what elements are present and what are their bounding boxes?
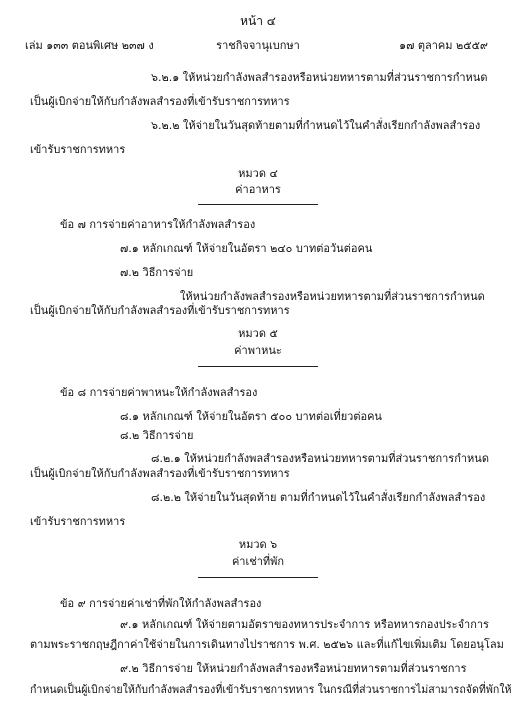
paragraph-line: ๗.๒ วิธีการจ่าย — [120, 266, 194, 279]
paragraph-line: เป็นผู้เบิกจ่ายให้กับกำลังพลสำรองที่เข้ารับราชการทหาร — [30, 467, 290, 480]
section-heading: หมวด ๕ — [238, 327, 278, 340]
section-divider — [198, 366, 318, 367]
publication-date: ๑๗ ตุลาคม ๒๕๕๙ — [399, 39, 488, 52]
paragraph-line: เข้ารับราชการทหาร — [30, 515, 126, 528]
paragraph-line: ๘.๒.๑ ให้หน่วยกำลังพลสำรองหรือหน่วยทหารตามที่ส่วนราชการกำหนด — [151, 452, 489, 465]
paragraph-line: เข้ารับราชการทหาร — [30, 143, 126, 156]
paragraph-line: ๖.๒.๒ ให้จ่ายในวันสุดท้ายตามที่กำหนดไว้ในคำสั่งเรียกกำลังพลสำรอง — [151, 119, 481, 132]
section-subheading: ค่าพาหนะ — [234, 344, 282, 357]
publication-name: ราชกิจจานุเบกษา — [216, 39, 300, 52]
section-subheading: ค่าเช่าที่พัก — [231, 555, 285, 568]
section-heading: หมวด ๔ — [238, 167, 278, 180]
section-heading: หมวด ๖ — [238, 538, 278, 551]
section-divider — [198, 577, 318, 578]
paragraph-line: กำหนดเป็นผู้เบิกจ่ายให้กับกำลังพลสำรองที่เข้ารับราชการทหาร ในกรณีที่ส่วนราชการไม่สามารถจัดที่พักให้ — [30, 683, 512, 696]
paragraph-line: ให้หน่วยกำลังพลสำรองหรือหน่วยทหารตามที่ส่วนราชการกำหนด — [180, 290, 485, 303]
page-number: หน้า ๔ — [240, 14, 276, 28]
volume-info: เล่ม ๑๓๓ ตอนพิเศษ ๒๓๗ ง — [25, 39, 154, 52]
clause-heading: ข้อ ๗ การจ่ายค่าอาหารให้กำลังพลสำรอง — [60, 218, 256, 231]
section-divider — [198, 204, 318, 205]
paragraph-line: ๘.๒ วิธีการจ่าย — [120, 429, 194, 442]
paragraph-line: ๖.๒.๑ ให้หน่วยกำลังพลสำรองหรือหน่วยทหารตามที่ส่วนราชการกำหนด — [151, 71, 488, 84]
paragraph-line: เป็นผู้เบิกจ่ายให้กับกำลังพลสำรองที่เข้ารับราชการทหาร — [30, 304, 290, 317]
paragraph-line: ๘.๒.๒ ให้จ่ายในวันสุดท้าย ตามที่กำหนดไว้ในคำสั่งเรียกกำลังพลสำรอง — [151, 491, 486, 504]
paragraph-line: ตามพระราชกฤษฎีกาค่าใช้จ่ายในการเดินทางไปราชการ พ.ศ. ๒๕๒๖ และที่แก้ไขเพิ่มเติม โดยอนุโลม — [30, 638, 504, 651]
paragraph-line: ๙.๑ หลักเกณฑ์ ให้จ่ายตามอัตราของทหารประจำการ หรือทหารกองประจำการ — [120, 618, 489, 631]
paragraph-line: เป็นผู้เบิกจ่ายให้กับกำลังพลสำรองที่เข้ารับราชการทหาร — [30, 95, 290, 108]
paragraph-line: ๘.๑ หลักเกณฑ์ ให้จ่ายในอัตรา ๕๐๐ บาทต่อเที่ยวต่อคน — [120, 410, 382, 423]
paragraph-line: ๙.๒ วิธีการจ่าย ให้หน่วยกำลังพลสำรองหรือหน่วยทหารตามที่ส่วนราชการ — [120, 662, 467, 675]
section-subheading: ค่าอาหาร — [235, 183, 281, 196]
paragraph-line: ๗.๑ หลักเกณฑ์ ให้จ่ายในอัตรา ๒๔๐ บาทต่อวันต่อคน — [120, 242, 373, 255]
gazette-header — [0, 38, 516, 54]
clause-heading: ข้อ ๘ การจ่ายค่าพาหนะให้กำลังพลสำรอง — [60, 386, 258, 399]
clause-heading: ข้อ ๙ การจ่ายค่าเช่าที่พักให้กำลังพลสำรอง — [60, 597, 262, 610]
